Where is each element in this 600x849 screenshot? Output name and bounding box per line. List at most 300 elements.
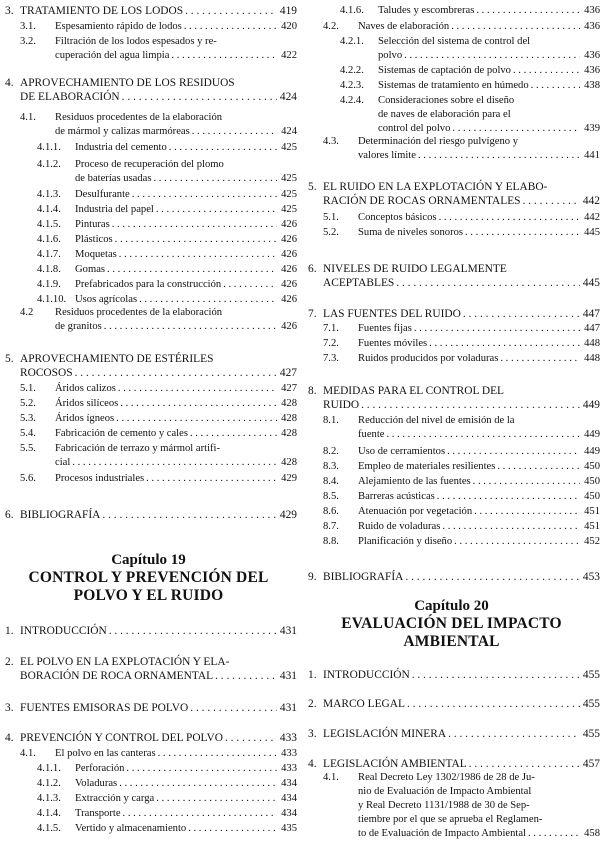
- toc-entry-number: 4.1.1.: [37, 142, 61, 153]
- toc-entry-line: [303, 505, 600, 519]
- toc-entry-number: 5.5.: [20, 443, 36, 454]
- dot-leader: [448, 727, 580, 741]
- toc-entry-title: Industria del cemento: [75, 142, 167, 153]
- toc-entry-title: Residuos procedentes de la elaboración: [55, 112, 223, 123]
- toc-entry-line: [0, 747, 297, 761]
- dot-leader: [119, 248, 277, 262]
- toc-entry-number: 4.2.1.: [340, 36, 364, 47]
- toc-entry: [303, 94, 600, 136]
- toc-entry-title: Vertido y almacenamiento: [75, 823, 187, 834]
- dot-leader: [118, 382, 277, 396]
- dot-leader: [513, 64, 580, 78]
- chapter-title-line: POLVO Y EL RUIDO: [73, 587, 224, 604]
- toc-entry-line: [303, 668, 600, 682]
- toc-entry-title: Conceptos básicos: [358, 212, 437, 223]
- toc-entry-page: 449: [582, 399, 600, 411]
- toc-entry-number: 4.: [5, 732, 14, 744]
- toc-entry-number: 8.6.: [323, 506, 339, 517]
- toc-entry: [0, 111, 297, 139]
- toc-entry-title: BIBLIOGRAFÍA: [323, 571, 404, 583]
- toc-entry-title: cial: [55, 457, 71, 468]
- toc-entry-line: [0, 263, 297, 277]
- toc-entry: [0, 4, 297, 18]
- dot-leader: [451, 20, 580, 34]
- dot-leader: [146, 472, 277, 486]
- toc-entry-number: 2.: [5, 656, 14, 668]
- toc-entry-number: 4.1.3.: [37, 189, 61, 200]
- toc-entry: [0, 777, 297, 791]
- toc-entry-line: [303, 49, 600, 63]
- toc-entry: [303, 20, 600, 34]
- toc-entry-number: 5.6.: [20, 473, 36, 484]
- toc-entry-title: FUENTES EMISORAS DE POLVO: [20, 702, 189, 714]
- toc-entry-page: 434: [281, 778, 297, 789]
- toc-entry-number: 7.1.: [323, 323, 339, 334]
- dot-leader: [126, 762, 277, 776]
- toc-entry-line: [0, 278, 297, 292]
- toc-entry-title: BORACIÓN DE ROCA ORNAMENTAL: [20, 670, 214, 682]
- dot-leader: [469, 757, 580, 771]
- toc-entry-page: 431: [279, 702, 297, 714]
- toc-entry-line: [0, 4, 297, 18]
- toc-entry-line: [0, 655, 297, 669]
- toc-entry-number: 4.1.7.: [37, 249, 61, 260]
- toc-entry: [0, 188, 297, 202]
- toc-entry-number: 8.7.: [323, 521, 339, 532]
- toc-entry-number: 6.: [308, 263, 317, 275]
- dot-leader: [452, 122, 580, 136]
- toc-entry-page: 424: [281, 126, 297, 137]
- dot-leader: [442, 520, 580, 534]
- toc-entry-page: 450: [584, 461, 600, 472]
- toc-entry-line: [303, 757, 600, 771]
- toc-entry-page: 447: [582, 308, 600, 320]
- toc-entry: [0, 731, 297, 745]
- toc-entry-number: 4.2.4.: [340, 95, 364, 106]
- dot-leader: [171, 49, 277, 63]
- toc-entry-number: 7.3.: [323, 353, 339, 364]
- toc-entry: [303, 322, 600, 336]
- toc-entry-title: Real Decreto Ley 1302/1986 de 28 de Ju-: [358, 772, 535, 783]
- toc-entry-line: [0, 111, 297, 125]
- dot-leader: [139, 293, 277, 307]
- toc-entry: [0, 762, 297, 776]
- toc-entry-number: 5.: [5, 353, 14, 365]
- dot-leader: [407, 697, 580, 711]
- toc-entry-line: [303, 20, 600, 34]
- toc-entry-page: 436: [584, 50, 600, 61]
- toc-entry-title: ACEPTABLES: [323, 277, 395, 289]
- toc-entry-title: EL RUIDO EN LA EXPLOTACIÓN Y ELABO-: [323, 181, 548, 193]
- toc-entry-title: de mármol y calizas marmóreas: [55, 126, 190, 137]
- toc-entry-title: Desulfurante: [75, 189, 130, 200]
- toc-entry-title: MEDIDAS PARA EL CONTROL DEL: [323, 385, 504, 397]
- toc-entry-title: nio de Evaluación de Impacto Ambiental: [358, 786, 532, 797]
- toc-entry: [0, 158, 297, 186]
- toc-entry: [303, 35, 600, 63]
- toc-entry: [303, 535, 600, 549]
- toc-entry-page: 419: [279, 5, 297, 17]
- toc-entry-number: 1.: [5, 625, 14, 637]
- toc-entry-page: 451: [584, 521, 600, 532]
- toc-entry-page: 426: [281, 279, 297, 290]
- toc-entry-number: 3.: [5, 702, 14, 714]
- toc-entry-number: 9.: [308, 571, 317, 583]
- toc-entry: [0, 382, 297, 396]
- toc-entry: [0, 233, 297, 247]
- toc-entry: [0, 701, 297, 715]
- toc-entry-line: [303, 108, 600, 122]
- toc-entry-line: [303, 570, 600, 584]
- toc-entry-number: 5.2.: [20, 398, 36, 409]
- toc-entry-title: Procesos industriales: [55, 473, 145, 484]
- toc-entry-line: [0, 807, 297, 821]
- toc-entry-line: [0, 306, 297, 320]
- toc-entry-page: 450: [584, 491, 600, 502]
- toc-entry-title: LEGISLACIÓN AMBIENTAL: [323, 758, 467, 770]
- toc-entry-line: [0, 397, 297, 411]
- toc-entry-number: 1.: [308, 669, 317, 681]
- toc-entry: [0, 624, 297, 638]
- toc-entry: [303, 757, 600, 771]
- toc-entry-title: Fuentes fijas: [358, 323, 412, 334]
- toc-entry-number: 4.1.5.: [37, 823, 61, 834]
- toc-entry-line: [303, 428, 600, 442]
- toc-entry-title: Selección del sistema de control del: [378, 36, 531, 47]
- chapter-title-line: AMBIENTAL: [403, 633, 500, 650]
- toc-entry: [303, 180, 600, 208]
- toc-entry: [0, 412, 297, 426]
- toc-entry-number: 4.2: [20, 307, 34, 318]
- toc-entry-line: [0, 792, 297, 806]
- toc-entry-title: Determinación del riesgo pulvígeno y: [358, 136, 519, 147]
- toc-entry-title: DE ELABORACIÓN: [20, 91, 120, 103]
- toc-entry-page: 453: [582, 571, 600, 583]
- toc-entry-number: 3.2.: [20, 36, 36, 47]
- toc-entry: [303, 570, 600, 584]
- toc-entry-title: Planificación y diseño: [358, 536, 453, 547]
- toc-entry-title: RUIDO: [323, 399, 360, 411]
- toc-entry-line: [303, 520, 600, 534]
- toc-entry-title: TRATAMIENTO DE LOS LODOS: [20, 5, 184, 17]
- chapter-label: Capítulo 19: [111, 552, 186, 568]
- toc-entry-title: Naves de elaboración: [358, 21, 450, 32]
- toc-entry-number: 5.3.: [20, 413, 36, 424]
- dot-leader: [531, 79, 580, 93]
- toc-entry-line: [303, 262, 600, 276]
- dot-leader: [116, 412, 277, 426]
- toc-entry-line: [303, 384, 600, 398]
- dot-leader: [404, 49, 580, 63]
- toc-entry-page: 442: [584, 212, 600, 223]
- chapter-heading: [303, 598, 600, 651]
- toc-entry-title: ROCOSOS: [20, 367, 73, 379]
- toc-entry-page: 425: [281, 204, 297, 215]
- toc-entry-line: [0, 203, 297, 217]
- toc-entry: [0, 792, 297, 806]
- toc-entry-line: [0, 412, 297, 426]
- toc-entry-line: [0, 624, 297, 638]
- toc-entry-page: 426: [281, 234, 297, 245]
- toc-entry-title: Consideraciones sobre el diseño: [378, 95, 515, 106]
- dot-leader: [192, 125, 277, 139]
- toc-entry-title: Ruidos producidos por voladuras: [358, 353, 499, 364]
- dot-leader: [112, 218, 277, 232]
- toc-entry-number: 2.: [308, 698, 317, 710]
- toc-entry-page: 442: [582, 195, 600, 207]
- dot-leader: [447, 445, 580, 459]
- dot-leader: [500, 352, 580, 366]
- toc-entry-page: 433: [281, 748, 297, 759]
- toc-entry-line: [303, 697, 600, 711]
- toc-entry-page: 426: [281, 321, 297, 332]
- toc-entry: [0, 203, 297, 217]
- toc-entry-title: y Real Decreto 1131/1988 de 30 de Sep-: [358, 800, 530, 811]
- toc-entry-page: 447: [584, 323, 600, 334]
- dot-leader: [153, 172, 277, 186]
- dot-leader: [463, 307, 580, 321]
- toc-entry-page: 451: [584, 506, 600, 517]
- toc-entry-line: [0, 366, 297, 380]
- toc-entry-line: [0, 382, 297, 396]
- toc-entry-title: Áridos ígneos: [55, 413, 115, 424]
- toc-entry-line: [0, 248, 297, 262]
- toc-entry: [0, 306, 297, 334]
- toc-entry-number: 4.1.3.: [37, 793, 61, 804]
- toc-entry-page: 427: [281, 383, 297, 394]
- dot-leader: [75, 366, 277, 380]
- toc-entry: [303, 64, 600, 78]
- toc-entry: [0, 35, 297, 63]
- dot-leader: [418, 149, 580, 163]
- dot-leader: [132, 188, 277, 202]
- toc-entry-number: 5.: [308, 181, 317, 193]
- dot-leader: [109, 624, 277, 638]
- toc-entry-page: 433: [281, 763, 297, 774]
- toc-entry-line: [303, 727, 600, 741]
- toc-entry-page: 425: [281, 189, 297, 200]
- toc-entry: [0, 747, 297, 761]
- toc-entry-number: 4.1.9.: [37, 279, 61, 290]
- dot-leader: [476, 4, 580, 18]
- toc-entry-title: Usos agrícolas: [75, 294, 138, 305]
- toc-entry-title: Transporte: [75, 808, 121, 819]
- dot-leader: [104, 320, 277, 334]
- toc-entry-title: to de Evaluación de Impacto Ambiental: [358, 828, 526, 839]
- toc-entry-title: Voladuras: [75, 778, 118, 789]
- toc-entry-number: 5.1.: [20, 383, 36, 394]
- toc-entry-page: 445: [584, 227, 600, 238]
- toc-entry: [0, 20, 297, 34]
- toc-entry-title: Plásticos: [75, 234, 113, 245]
- toc-entry: [0, 807, 297, 821]
- toc-entry-page: 455: [582, 728, 600, 740]
- toc-entry: [0, 442, 297, 470]
- toc-entry-title: Taludes y escombreras: [378, 5, 475, 16]
- toc-entry: [0, 76, 297, 104]
- dot-leader: [429, 337, 580, 351]
- toc-entry-line: [303, 799, 600, 813]
- toc-entry-number: 4.1.5.: [37, 219, 61, 230]
- toc-entry-page: 439: [584, 123, 600, 134]
- toc-entry-line: [0, 456, 297, 470]
- toc-entry-page: 445: [582, 277, 600, 289]
- toc-entry-line: [303, 535, 600, 549]
- toc-entry-title: Alejamiento de las fuentes: [358, 476, 471, 487]
- toc-entry-line: [303, 490, 600, 504]
- dot-leader: [386, 428, 580, 442]
- toc-entry-page: 426: [281, 294, 297, 305]
- toc-entry-title: APROVECHAMIENTO DE ESTÉRILES: [20, 353, 214, 365]
- toc-entry-title: Gomas: [75, 264, 106, 275]
- toc-entry-title: MARCO LEGAL: [323, 698, 405, 710]
- toc-entry-page: 449: [584, 446, 600, 457]
- toc-entry-line: [303, 276, 600, 290]
- toc-entry-title: Residuos procedentes de la elaboración: [55, 307, 223, 318]
- toc-entry-number: 4.2.3.: [340, 80, 364, 91]
- toc-entry-title: fuente: [358, 429, 385, 440]
- toc-entry: [303, 384, 600, 412]
- toc-entry-page: 436: [584, 21, 600, 32]
- toc-entry-title: INTRODUCCIÓN: [20, 625, 107, 637]
- toc-entry-line: [303, 460, 600, 474]
- toc-entry-title: tiembre por el que se aprueba el Reglamen-: [358, 814, 543, 825]
- toc-entry-title: control del polvo: [378, 123, 451, 134]
- toc-entry-number: 4.: [308, 758, 317, 770]
- toc-entry: [303, 4, 600, 18]
- toc-entry: [303, 771, 600, 841]
- toc-entry-line: [0, 172, 297, 186]
- toc-entry-line: [0, 777, 297, 791]
- toc-entry-line: [303, 79, 600, 93]
- toc-entry-page: 431: [279, 625, 297, 637]
- toc-entry: [303, 352, 600, 366]
- dot-leader: [396, 276, 580, 290]
- toc-entry-number: 4.1.8.: [37, 264, 61, 275]
- toc-entry-page: 458: [584, 828, 600, 839]
- dot-leader: [123, 807, 277, 821]
- toc-entry-page: 424: [279, 91, 297, 103]
- dot-leader: [215, 669, 277, 683]
- dot-leader: [156, 792, 277, 806]
- toc-entry-page: 429: [281, 473, 297, 484]
- toc-entry: [303, 307, 600, 321]
- dot-leader: [169, 141, 277, 155]
- toc-entry-number: 8.5.: [323, 491, 339, 502]
- toc-entry-title: Empleo de materiales resilientes: [358, 461, 496, 472]
- dot-leader: [115, 233, 277, 247]
- toc-entry-title: Extracción y carga: [75, 793, 155, 804]
- toc-entry-number: 8.1.: [323, 415, 339, 426]
- toc-entry-title: PREVENCIÓN Y CONTROL DEL POLVO: [20, 732, 223, 744]
- toc-entry-line: [0, 188, 297, 202]
- toc-entry-line: [303, 122, 600, 136]
- toc-entry-line: [303, 4, 600, 18]
- toc-entry-number: 5.4.: [20, 428, 36, 439]
- toc-entry: [303, 211, 600, 225]
- toc-entry-number: 4.1.: [20, 112, 36, 123]
- toc-entry-page: 435: [281, 823, 297, 834]
- dot-leader: [437, 490, 580, 504]
- toc-entry: [303, 337, 600, 351]
- toc-entry-number: 5.2.: [323, 227, 339, 238]
- toc-entry-number: 4.1.2.: [37, 159, 61, 170]
- toc-entry-title: Uso de cerramientos: [358, 446, 446, 457]
- dot-leader: [414, 322, 580, 336]
- toc-entry-line: [0, 762, 297, 776]
- toc-entry-title: de baterías usadas: [75, 173, 152, 184]
- toc-entry-number: 8.4.: [323, 476, 339, 487]
- toc-entry-number: 4.1.6.: [37, 234, 61, 245]
- toc-entry-number: 4.1.4.: [37, 808, 61, 819]
- toc-entry-page: 438: [584, 80, 600, 91]
- toc-entry-page: 434: [281, 793, 297, 804]
- toc-entry-page: 422: [281, 50, 297, 61]
- toc-entry: [303, 727, 600, 741]
- toc-entry-page: 428: [281, 398, 297, 409]
- toc-entry-line: [0, 293, 297, 307]
- toc-entry: [0, 822, 297, 836]
- toc-entry-number: 4.1.: [323, 772, 339, 783]
- chapter-heading: [0, 552, 297, 605]
- toc-entry-line: [303, 445, 600, 459]
- toc-entry-number: 5.1.: [323, 212, 339, 223]
- toc-entry-page: 452: [584, 536, 600, 547]
- toc-entry-line: [0, 90, 297, 104]
- toc-entry: [0, 397, 297, 411]
- toc-entry-page: 441: [584, 150, 600, 161]
- toc-entry: [0, 508, 297, 522]
- toc-entry: [0, 427, 297, 441]
- toc-entry-page: 425: [281, 173, 297, 184]
- toc-entry-number: 8.: [308, 385, 317, 397]
- toc-entry-page: 450: [584, 476, 600, 487]
- toc-entry-number: 4.1.4.: [37, 204, 61, 215]
- toc-entry-line: [0, 320, 297, 334]
- dot-leader: [223, 278, 277, 292]
- toc-entry-title: Espesamiento rápido de lodos: [55, 21, 182, 32]
- toc-entry-title: Áridos calizos: [55, 383, 116, 394]
- toc-entry-page: 433: [279, 732, 297, 744]
- toc-entry-page: 429: [279, 509, 297, 521]
- toc-entry-title: valores límite: [358, 150, 416, 161]
- toc-entry-page: 428: [281, 457, 297, 468]
- dot-leader: [120, 397, 277, 411]
- toc-entry-line: [0, 442, 297, 456]
- toc-entry: [303, 520, 600, 534]
- toc-entry-line: [0, 76, 297, 90]
- toc-entry-line: [0, 731, 297, 745]
- toc-entry-page: 426: [281, 219, 297, 230]
- toc-entry: [303, 262, 600, 290]
- toc-entry-line: [303, 475, 600, 489]
- toc-entry-line: [0, 233, 297, 247]
- toc-entry-title: Sistemas de captación de polvo: [378, 65, 511, 76]
- toc-entry-title: Suma de niveles sonoros: [358, 227, 464, 238]
- dot-leader: [72, 456, 277, 470]
- dot-leader: [107, 263, 277, 277]
- dot-leader: [412, 668, 580, 682]
- toc-entry: [303, 697, 600, 711]
- toc-entry-line: [303, 414, 600, 428]
- dot-leader: [185, 4, 277, 18]
- toc-entry: [303, 505, 600, 519]
- toc-entry-line: [303, 322, 600, 336]
- toc-entry: [303, 460, 600, 474]
- toc-entry-title: Reducción del nivel de emisión de la: [358, 415, 515, 426]
- dot-leader: [473, 475, 580, 489]
- toc-entry-number: 7.2.: [323, 338, 339, 349]
